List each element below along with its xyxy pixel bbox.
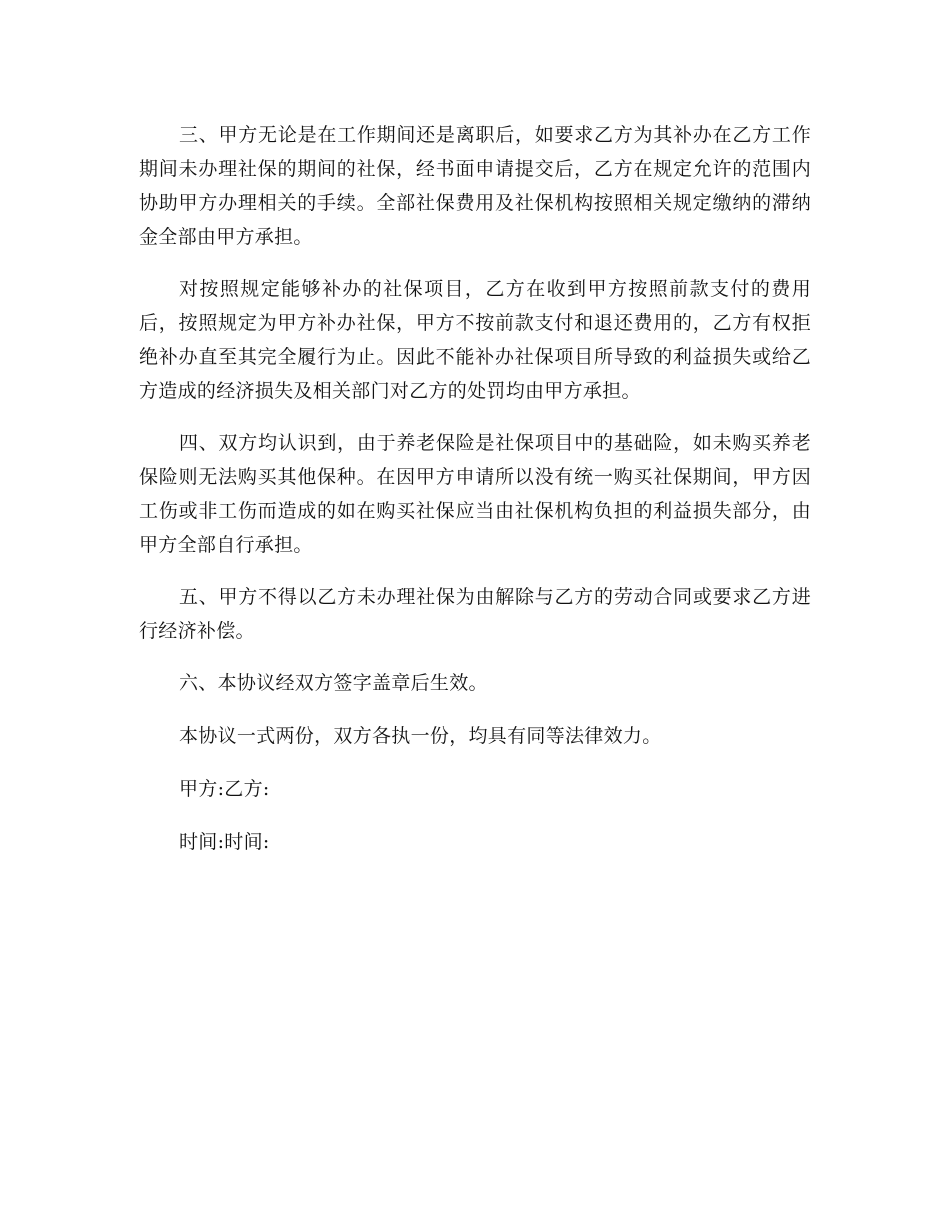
signature-parties: 甲方:乙方: <box>179 778 270 800</box>
clause-three-supplement: 对按照规定能够补办的社保项目，乙方在收到甲方按照前款支付的费用后，按照规定为甲方补办社保，甲方不按前款支付和退还费用的，乙方有权拒绝补办直至其完全履行为止。因此不能补办社保项目所导致的利益损失或给乙方造成的经济损失及相关部门对乙方的处罚均由甲方承担。 <box>139 278 811 402</box>
clause-five: 五、甲方不得以乙方未办理社保为由解除与乙方的劳动合同或要求乙方进行经济补偿。 <box>139 586 811 642</box>
clause-four: 四、双方均认识到，由于养老保险是社保项目中的基础险，如未购买养老保险则无法购买其他保种。在因甲方申请所以没有统一购买社保期间，甲方因工伤或非工伤而造成的如在购买社保应当由社保机构负担的利益损失部分，由甲方全部自行承担。 <box>139 432 811 556</box>
signature-dates: 时间:时间: <box>179 831 270 853</box>
copies-statement: 本协议一式两份，双方各执一份，均具有同等法律效力。 <box>179 725 662 747</box>
clause-six: 六、本协议经双方签字盖章后生效。 <box>179 672 488 694</box>
document-body <box>139 118 811 878</box>
clause-three: 三、甲方无论是在工作期间还是离职后，如要求乙方为其补办在乙方工作期间未办理社保的期间的社保，经书面申请提交后，乙方在规定允许的范围内协助甲方办理相关的手续。全部社保费用及社保机构按照相关规定缴纳的滞纳金全部由甲方承担。 <box>139 124 811 248</box>
